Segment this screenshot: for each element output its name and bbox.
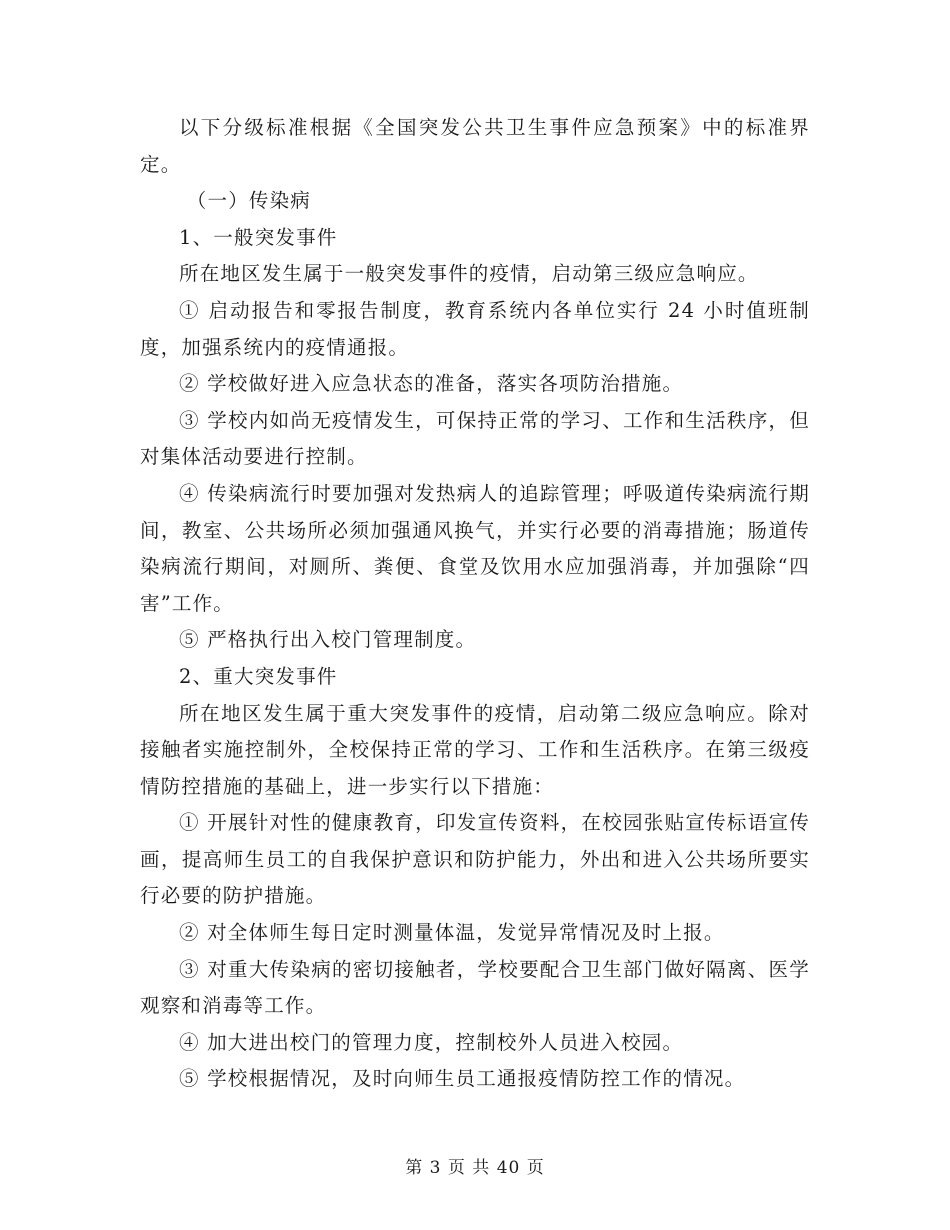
list-item-major-4: ④ 加大进出校门的管理力度，控制校外人员进入校园。 [179, 1030, 684, 1054]
list-item-major-1: ① 开展针对性的健康教育，印发宣传资料，在校园张贴宣传标语宣传画，提高师生员工的自我保护意识和防护能力，外出和进入公共场所要实行必要的防护措施。 [140, 811, 810, 908]
list-item-general-4: ④ 传染病流行时要加强对发热病人的追踪管理；呼吸道传染病流行期间，教室、公共场所必须加强通风换气，并实行必要的消毒措施；肠道传染病流行期间，对厕所、粪便、食堂及饮用水应加强消毒，并加强除“四害”工作。 [140, 481, 810, 615]
document-body [140, 110, 810, 1098]
list-item-major-3: ③ 对重大传染病的密切接触者，学校要配合卫生部门做好隔离、医学观察和消毒等工作。 [140, 957, 810, 1018]
subsection-heading-general-event: 1、一般突发事件 [179, 225, 338, 249]
list-item-major-2: ② 对全体师生每日定时测量体温，发觉异常情况及时上报。 [179, 921, 725, 945]
page-number-footer: 第 3 页 共 40 页 [405, 1158, 545, 1178]
paragraph-major-event-intro: 所在地区发生属于重大突发事件的疫情，启动第二级应急响应。除对接触者实施控制外，全校保持正常的学习、工作和生活秩序。在第三级疫情防控措施的基础上，进一步实行以下措施： [140, 701, 810, 798]
list-item-general-3: ③ 学校内如尚无疫情发生，可保持正常的学习、工作和生活秩序，但对集体活动要进行控制。 [140, 408, 810, 469]
list-item-general-2: ② 学校做好进入应急状态的准备，落实各项防治措施。 [179, 372, 684, 396]
section-heading-infectious-disease: （一）传染病 [186, 189, 311, 213]
list-item-general-5: ⑤ 严格执行出入校门管理制度。 [179, 628, 477, 652]
subsection-heading-major-event: 2、重大突发事件 [179, 664, 338, 688]
paragraph-general-event-intro: 所在地区发生属于一般突发事件的疫情，启动第三级应急响应。 [179, 262, 759, 286]
list-item-major-5: ⑤ 学校根据情况，及时向师生员工通报疫情防控工作的情况。 [179, 1067, 746, 1091]
paragraph-grading-basis: 以下分级标准根据《全国突发公共卫生事件应急预案》中的标准界定。 [140, 116, 810, 176]
list-item-general-1: ① 启动报告和零报告制度，教育系统内各单位实行 24 小时值班制度，加强系统内的疫情通报。 [140, 298, 810, 359]
